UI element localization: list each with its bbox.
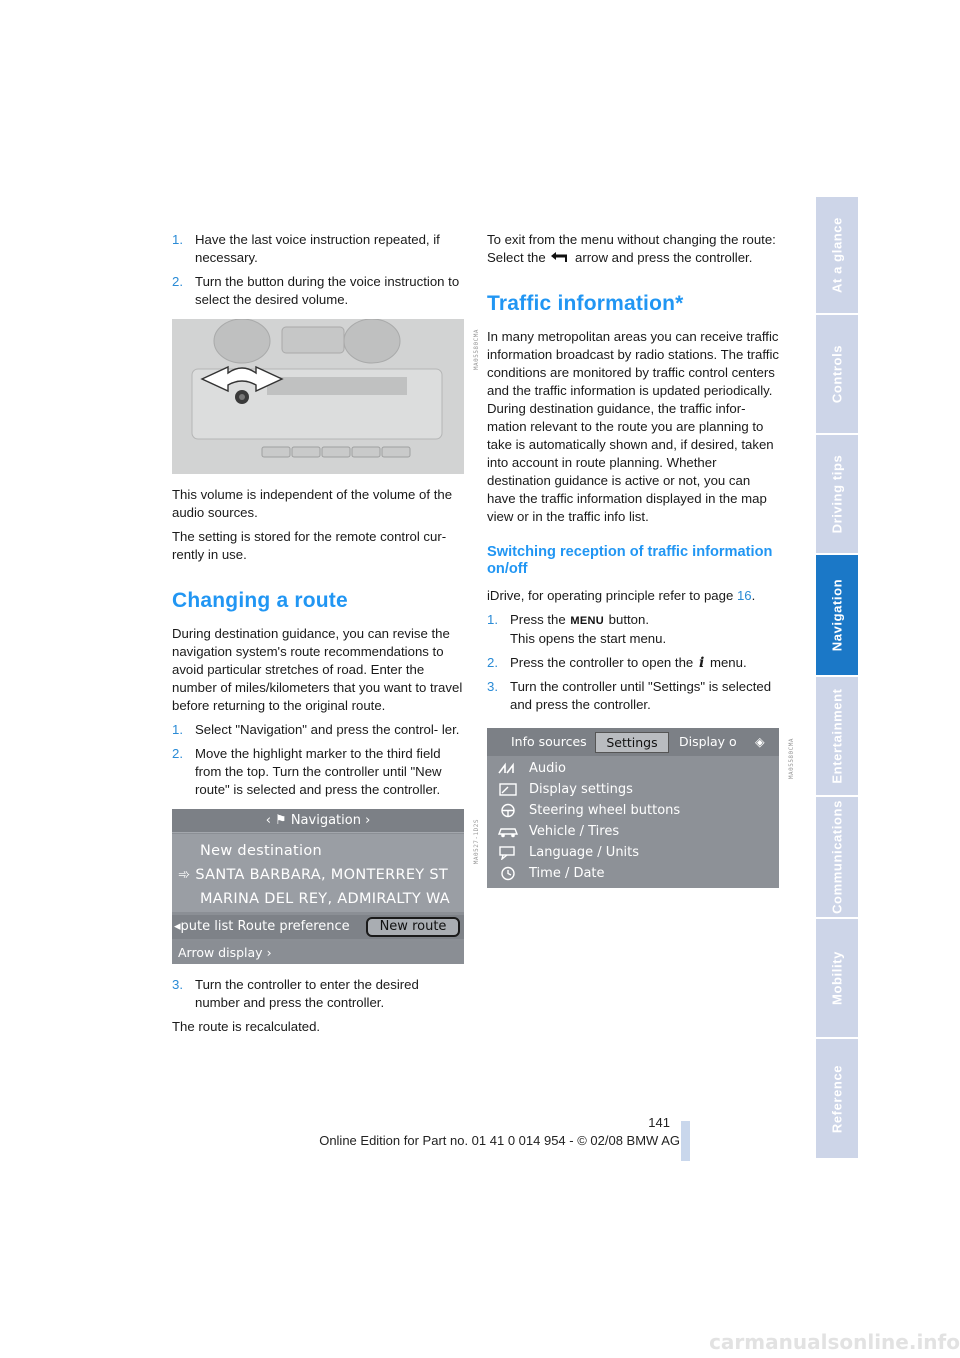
navigation-menu-screenshot xyxy=(172,809,480,964)
new-route-tab: New route xyxy=(366,917,460,937)
section-heading: Traffic information* xyxy=(487,292,684,315)
menu-button-icon: MENU xyxy=(570,615,604,627)
list-item: 2. Move the highlight marker to the third field from the top. Turn the controller until "New route" is selected and press the controller. xyxy=(172,746,442,797)
tab-communications[interactable]: Communications xyxy=(816,797,858,919)
steering-wheel-icon xyxy=(497,803,519,818)
chevron-right-icon: › xyxy=(266,945,272,960)
audio-icon xyxy=(497,761,519,776)
watermark: carmanualsonline.info xyxy=(709,1330,960,1354)
nav-row: ➾ SANTA BARBARA, MONTERREY ST xyxy=(178,867,449,883)
list-item: 2. Press the controller to open the i menu. xyxy=(487,655,747,671)
settings-tabs: Info sources Display o ◈ xyxy=(487,728,779,756)
back-arrow-icon xyxy=(550,251,570,263)
right-column xyxy=(487,231,795,900)
menu-item-display: Display settings xyxy=(487,779,779,800)
route-arrow-icon: ➾ xyxy=(178,867,196,883)
paragraph: During destination guidance, the traffic infor- mation relevant to the route you are planning to take is automatically shown and, if desired, taken into account in route planning. Whether destination guidance is active or not, you can have the traffic information displayed in the map view or in the traffic info list. xyxy=(487,401,774,524)
list-item: 3. Turn the controller to enter the desired number and press the controller. xyxy=(172,977,419,1010)
paragraph: To exit from the menu without changing the route: xyxy=(487,232,776,247)
paragraph: The route is recalculated. xyxy=(172,1019,321,1034)
paragraph: Select the arrow and press the controller. xyxy=(487,250,753,265)
section-heading: Changing a route xyxy=(172,589,348,612)
menu-item-vehicle: Vehicle / Tires xyxy=(487,821,779,842)
tab-controls[interactable]: Controls xyxy=(816,315,858,435)
menu-item-audio: Audio xyxy=(487,758,779,779)
paragraph: In many metropolitan areas you can receive traffic information broadcast by radio stations. The traffic conditions are monitored by traffic control centers and the traffic information is updated periodically. xyxy=(487,329,779,398)
paragraph: During destination guidance, you can revise the navigation system's route recommendations to avoid particular stretches of road. Enter the number of miles/kilometers that you want to travel before returning to the original route. xyxy=(172,626,463,713)
nav-row: MARINA DEL REY, ADMIRALTY WA xyxy=(200,891,451,907)
settings-tab: Settings xyxy=(595,732,669,753)
tab-entertainment[interactable]: Entertainment xyxy=(816,677,858,797)
list-item: 1. Select "Navigation" and press the control- ler. xyxy=(172,722,460,737)
display-icon xyxy=(497,782,519,797)
list-item: 1. Press the MENU button. This opens the start menu. xyxy=(487,612,667,646)
subsection-heading: Switching reception of traffic information on/off xyxy=(487,544,773,577)
paragraph: iDrive, for operating principle refer to page 16. xyxy=(487,588,756,603)
edition-line: Online Edition for Part no. 01 41 0 014 954 - © 02/08 BMW AG xyxy=(319,1133,680,1148)
tab-navigation[interactable]: Navigation xyxy=(816,555,858,677)
page-link[interactable]: 16 xyxy=(736,588,752,603)
left-column xyxy=(172,231,480,1042)
chevron-right-icon: › xyxy=(365,813,371,828)
list-item: 1. Have the last voice instruction repeated, if necessary. xyxy=(172,232,440,265)
page-marker xyxy=(681,1121,690,1161)
language-icon xyxy=(497,845,519,860)
page-number: 141 xyxy=(648,1115,670,1130)
info-icon: i xyxy=(698,655,705,671)
figure-code: MA0527-1D2S xyxy=(473,819,480,865)
menu-item-language: Language / Units xyxy=(487,842,779,863)
clock-icon xyxy=(497,866,519,881)
settings-menu-screenshot xyxy=(487,728,795,888)
figure-code: MA05580CMA xyxy=(788,738,795,780)
paragraph: The setting is stored for the remote control cur- rently in use. xyxy=(172,529,447,562)
list-item: 3. Turn the controller until "Settings" is selected and press the controller. xyxy=(487,679,772,712)
menu-item-time: Time / Date xyxy=(487,863,779,884)
figure-code: MA05580CMA xyxy=(473,329,480,371)
tab-at-a-glance[interactable]: At a glance xyxy=(816,197,858,315)
tab-reference[interactable]: Reference xyxy=(816,1039,858,1160)
tab-mobility[interactable]: Mobility xyxy=(816,919,858,1039)
chapter-tabs xyxy=(816,197,858,1160)
nav-tabs: ◂pute list Route preference xyxy=(172,915,464,939)
tab-driving-tips[interactable]: Driving tips xyxy=(816,435,858,555)
nav-screen-header: ‹ ⚑ Navigation › xyxy=(172,809,464,833)
back-arrow-icon: ◂ xyxy=(174,919,181,934)
paragraph: This volume is independent of the volume of the audio sources. xyxy=(172,487,453,520)
flag-icon: ⚑ xyxy=(275,813,287,828)
nav-bottom-option: Arrow display › xyxy=(172,941,464,964)
list-item: 2. Turn the button during the voice instruction to select the desired volume. xyxy=(172,274,460,307)
chevron-left-icon: ‹ xyxy=(265,813,271,828)
menu-item-steering: Steering wheel buttons xyxy=(487,800,779,821)
control-panel-photo xyxy=(172,319,480,474)
compass-icon: ◈ xyxy=(755,734,765,749)
nav-row: New destination xyxy=(200,843,322,859)
car-icon xyxy=(497,824,519,839)
